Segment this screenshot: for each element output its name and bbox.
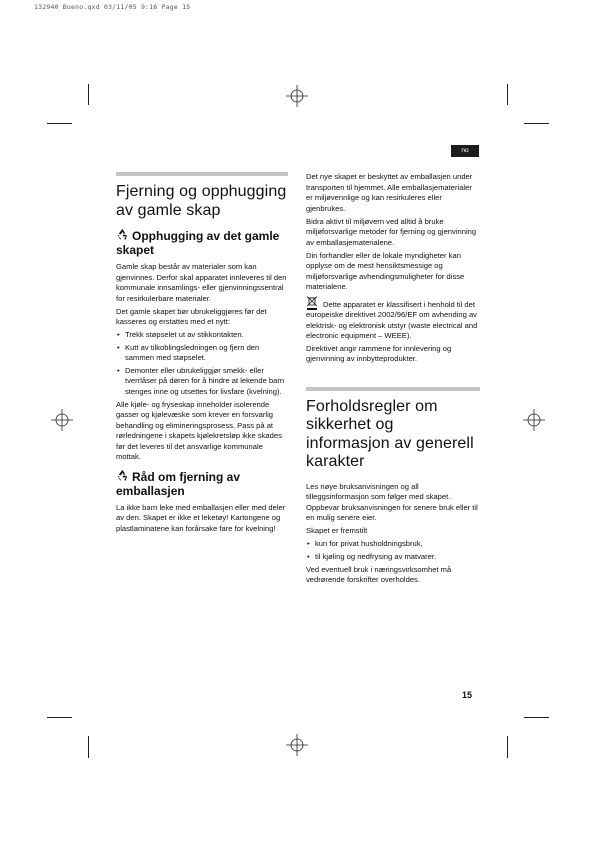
list-item: • Demonter eller ubrukeliggjør smekk- eller tverrlåser på døren for å hindre at lekende barn stenges inne og utsettes for livsfare (kvelning). (116, 366, 288, 398)
section-rule (306, 387, 480, 391)
page-number: 15 (462, 690, 473, 700)
crop-mark (47, 123, 72, 124)
paragraph: Det nye skapet er beskyttet av emballasjen under transporten til hjemmet. Alle emballasjematerialer er miljøvennlige og kan resirkuleres eller gjenbrukes. (306, 172, 473, 213)
crop-mark (524, 717, 549, 718)
registration-mark-icon (286, 734, 308, 756)
recycle-icon (116, 469, 129, 482)
subsection-heading (116, 228, 288, 257)
subsection-heading (116, 469, 288, 498)
list-item: • Kutt av tilkoblingsledningen og fjern den sammen med støpselet. (116, 343, 288, 364)
right-column (306, 172, 480, 588)
subsection-heading-text: Opphugging av det gamle skapet (116, 229, 280, 257)
list-item: • kun for privat husholdningsbruk, (306, 539, 480, 550)
paragraph: Direktivet angir rammene for innlevering og gjenvinning av innbytteprodukter. (306, 343, 452, 363)
paragraph: Dette apparatet er klassifisert i henhold til det europeiske direktivet 2002/96/EF om avhending av elektrisk- og elektronisk utstyr (waste electrical and electronic equipment – WEEE). (306, 299, 478, 340)
crop-mark (524, 123, 549, 124)
crossed-bin-icon (306, 296, 318, 310)
crop-mark (88, 736, 89, 758)
registration-mark-icon (523, 409, 545, 431)
paragraph: Bidra aktivt til miljøvern ved alltid å bruke miljøforsvarlige metoder for fjerning og gjenvinning av emballasjematerialene. (306, 216, 477, 247)
print-slug: 132940 Bueno.qxd 03/11/05 9:16 Page 15 (34, 3, 191, 11)
subsection-heading-text: Råd om fjerning av emballasjen (116, 469, 241, 498)
registration-mark-icon (286, 85, 308, 107)
bullet-list (306, 539, 480, 562)
left-column (116, 172, 288, 537)
language-badge: no (451, 145, 479, 157)
list-item: • Trekk støpselet ut av stikkontakten. (116, 330, 288, 341)
paragraph: Alle kjøle- og fryseskap inneholder isolerende gasser og kjølevæske som krever en forsvarlig behandling og elimineringsprosess. Pass på at rørledningene i skapets kjølekretsløp ikke skades før det leveres til det ansvarlige kommunale mottak. (116, 399, 282, 461)
recycle-icon (116, 228, 129, 241)
crop-mark (507, 84, 508, 105)
registration-mark-icon (51, 409, 73, 431)
crop-mark (88, 84, 89, 105)
weee-symbol-block (306, 296, 480, 342)
paragraph: Les nøye bruksanvisningen og all tilleggsinformasjon som følger med skapet. Oppbevar bruksanvisningen for senere bruk eller til en mulig senere eier. (306, 481, 478, 522)
paragraph: Skapet er fremstilt (306, 526, 368, 535)
paragraph: Din forhandler eller de lokale myndigheter kan opplyse om de mest hensiktsmessige og miljøforsvarlige avhendingsmuligheter for disse materialene. (306, 250, 465, 291)
crop-mark (507, 736, 508, 758)
bullet-list (116, 330, 288, 397)
paragraph: Ved eventuell bruk i næringsvirksomhet må vedrørende forskrifter overholdes. (306, 564, 452, 584)
list-item: • til kjøling og nedfrysing av matvarer. (306, 552, 480, 563)
paragraph: La ikke barn leke med emballasjen eller med deler av den. Skapet er ikke et leketøy! Kartongene og plastlaminatene kan forårsake fare for kvelning! (116, 502, 286, 533)
section-rule (116, 172, 288, 176)
paragraph: Gamle skap består av materialer som kan gjenvinnes. Derfor skal apparatet innleveres til den kommunale innsamlings- eller gjenvinningssentral for resirkulerbare materialer. (116, 262, 287, 303)
section-title: Fjerning og opphugging av gamle skap (116, 183, 287, 219)
section-title: Forholdsregler om sikkerhet og informasjon av generell karakter (306, 397, 474, 470)
paragraph: Det gamle skapet bør ubrukeliggjøres før det kasseres og erstattes med et nytt: (116, 306, 267, 326)
crop-mark (47, 717, 72, 718)
